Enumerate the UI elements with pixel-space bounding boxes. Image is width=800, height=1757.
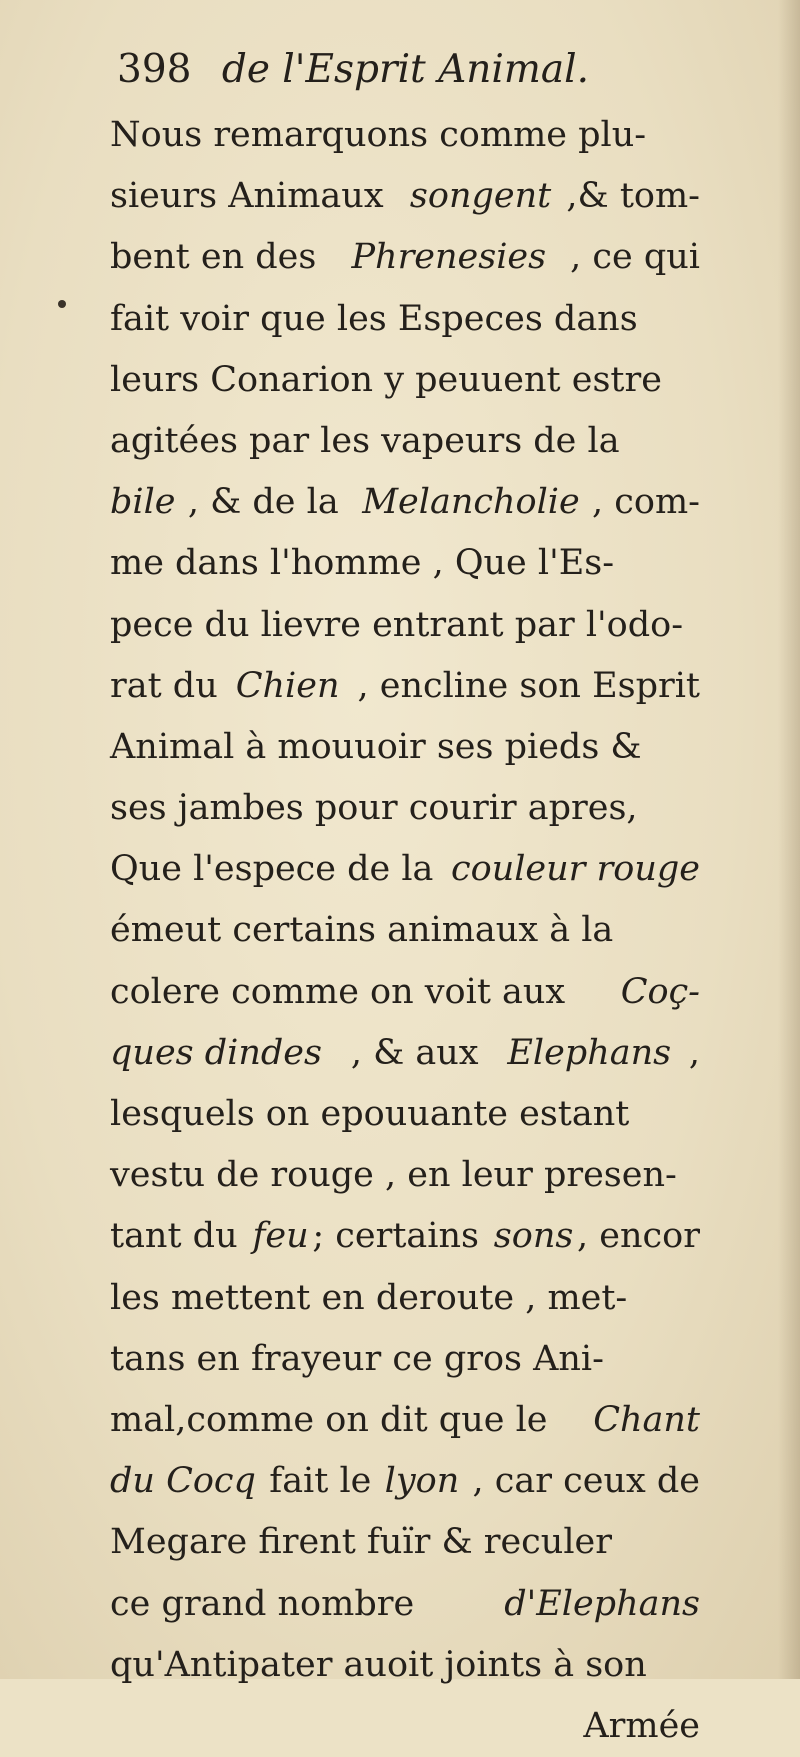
text-fragment: fait le — [258, 1461, 383, 1502]
text-line — [110, 1206, 700, 1267]
text-line — [110, 1512, 700, 1573]
text-fragment: lesquels on epouuante estant — [110, 1094, 630, 1134]
page-edge-shadow — [778, 0, 800, 1679]
text-line — [110, 350, 700, 411]
text-fragment: sieurs Animaux — [110, 176, 395, 217]
text-fragment: , & de la — [187, 482, 350, 523]
text-line — [110, 227, 700, 288]
italic-fragment: couleur rouge — [451, 849, 700, 890]
text-fragment: , encor — [577, 1216, 700, 1257]
page-header — [117, 40, 589, 100]
text-fragment: leurs Conarion y peuuent estre — [110, 359, 662, 400]
text-line — [110, 1635, 700, 1696]
text-fragment: bent en des — [110, 237, 328, 278]
italic-fragment: Phrenesies — [351, 237, 547, 278]
text-fragment: , encline son Esprit — [346, 665, 700, 706]
text-fragment: tant du — [110, 1216, 249, 1257]
text-fragment: mal,comme on dit que le — [110, 1399, 559, 1440]
text-line — [110, 778, 700, 839]
text-line — [110, 289, 700, 350]
page-number: 398 — [117, 47, 192, 92]
text-fragment: ,& tom- — [566, 176, 700, 217]
text-fragment: Que l'espece de la — [110, 849, 445, 890]
text-fragment: fait voir que les Especes dans — [110, 298, 638, 339]
italic-fragment: Chien — [235, 665, 340, 706]
italic-fragment: Elephans — [507, 1032, 672, 1073]
text-line — [110, 472, 700, 533]
italic-fragment: songent — [409, 176, 552, 217]
text-fragment: , com- — [592, 482, 700, 523]
text-line — [110, 1145, 700, 1206]
text-fragment: me dans l'homme , Que l'Es- — [110, 543, 615, 584]
text-fragment: , — [688, 1032, 700, 1073]
text-line — [110, 1084, 700, 1145]
italic-fragment: du Cocq — [110, 1461, 256, 1502]
text-line — [110, 717, 700, 778]
text-fragment: les mettent en deroute , met- — [110, 1277, 628, 1318]
text-line — [110, 1451, 700, 1512]
text-fragment: qu'Antipater auoit joints à son — [110, 1644, 647, 1685]
text-fragment: Animal à mouuoir ses pieds & — [110, 726, 642, 767]
text-fragment: vestu de rouge , en leur presen- — [110, 1155, 677, 1196]
text-line — [110, 839, 700, 900]
text-fragment: colere comme on voit aux — [110, 971, 577, 1012]
text-line — [110, 1329, 700, 1390]
text-line — [110, 533, 700, 594]
italic-fragment: ques dindes — [110, 1032, 322, 1073]
text-fragment: Megare firent fuïr & reculer — [110, 1522, 612, 1563]
text-fragment: , ce qui — [570, 237, 700, 278]
text-fragment: , car ceux de — [461, 1461, 700, 1502]
text-line — [110, 1574, 700, 1635]
text-fragment: tans en frayeur ce gros Ani- — [110, 1338, 604, 1379]
text-line — [110, 411, 700, 472]
italic-fragment: lyon — [384, 1461, 460, 1502]
text-fragment: ce grand nombre — [110, 1583, 426, 1624]
text-line — [110, 900, 700, 961]
italic-fragment: d'Elephans — [504, 1583, 700, 1624]
text-fragment: émeut certains animaux à la — [110, 910, 614, 951]
text-fragment: ; certains — [312, 1216, 491, 1257]
text-fragment: Nous remarquons comme plu- — [110, 115, 647, 155]
text-fragment: agitées par les vapeurs de la — [110, 420, 620, 461]
italic-fragment: Chant — [593, 1399, 700, 1440]
text-line — [110, 656, 700, 717]
text-fragment: Armée — [583, 1705, 700, 1746]
italic-fragment: Melancholie — [362, 482, 580, 523]
text-line — [110, 105, 700, 166]
italic-fragment: feu — [252, 1216, 309, 1257]
text-line — [110, 1696, 700, 1757]
text-fragment: , & aux — [339, 1032, 490, 1073]
text-fragment: pece du lievre entrant par l'odo- — [110, 604, 684, 645]
text-line — [110, 962, 700, 1023]
italic-fragment: Coç- — [620, 971, 700, 1012]
text-line — [110, 1390, 700, 1451]
margin-mark — [58, 300, 66, 308]
body-text — [110, 105, 700, 1757]
text-fragment: ses jambes pour courir apres, — [110, 788, 638, 829]
running-head: de l'Esprit Animal. — [221, 47, 589, 92]
text-line — [110, 1023, 700, 1084]
text-line — [110, 595, 700, 656]
italic-fragment: bile — [110, 482, 176, 523]
text-fragment: rat du — [110, 665, 229, 706]
italic-fragment: sons — [493, 1216, 574, 1257]
text-line — [110, 1268, 700, 1329]
text-line — [110, 166, 700, 227]
